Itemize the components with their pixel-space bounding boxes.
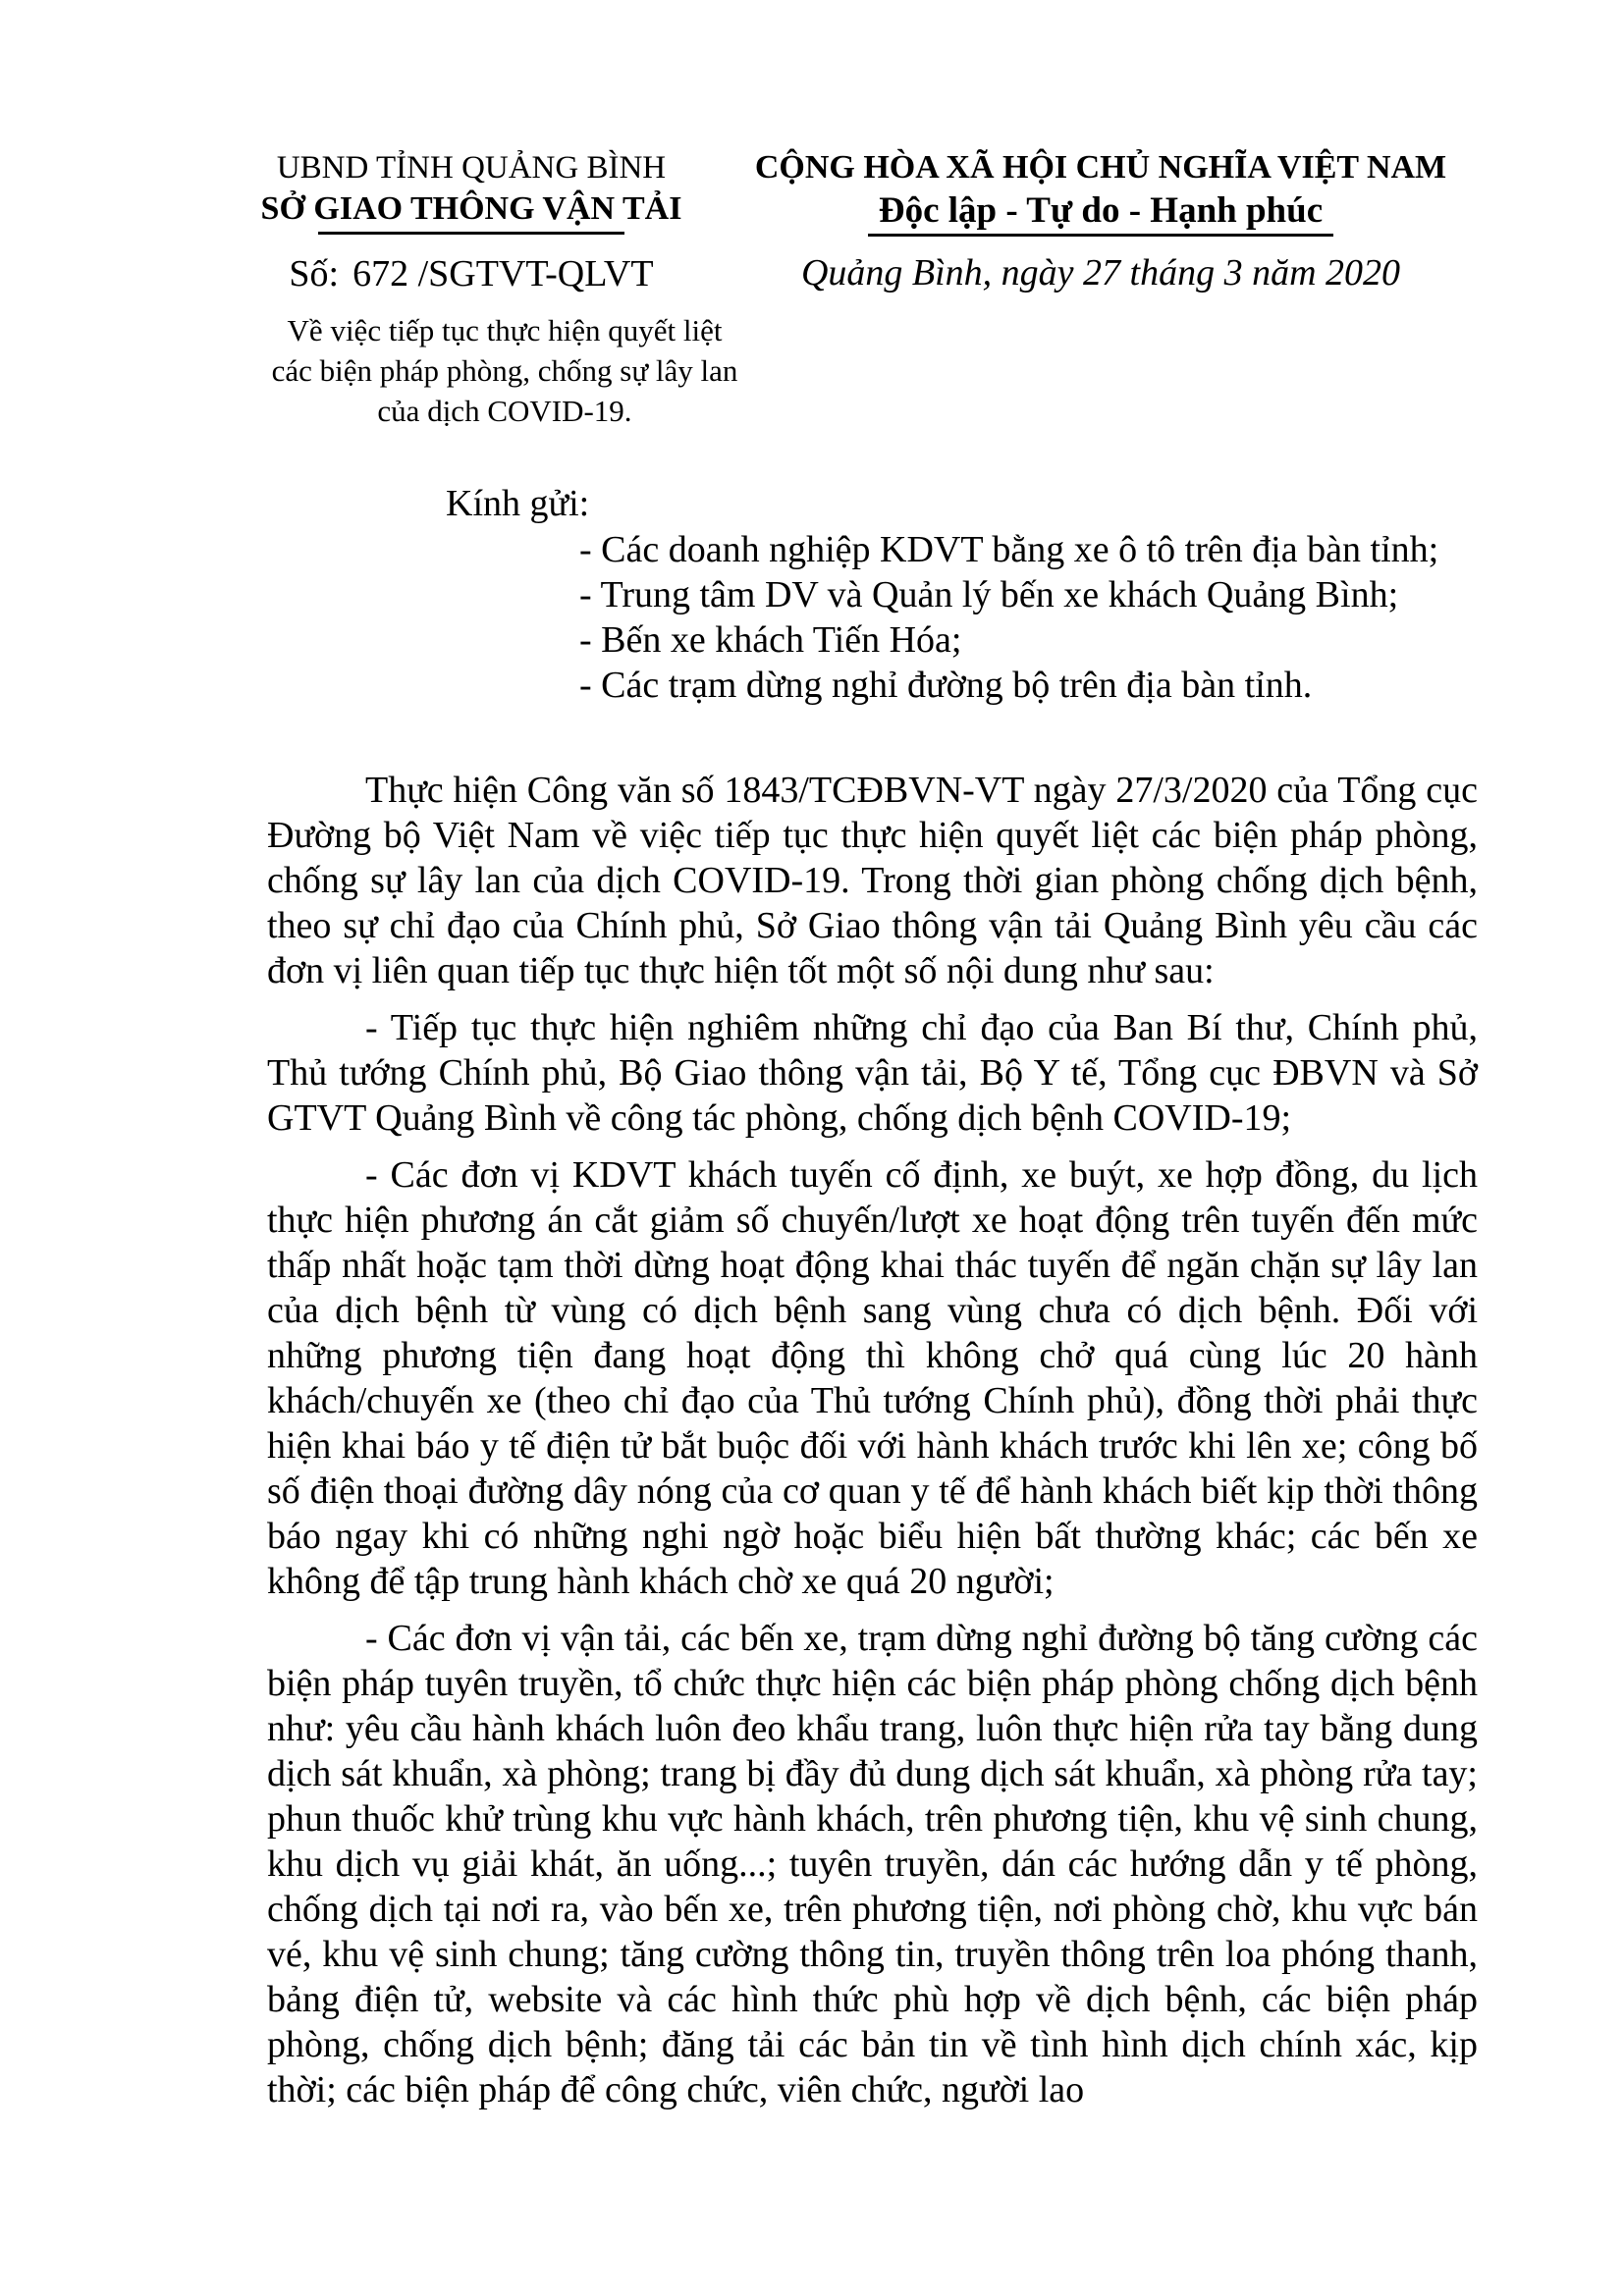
- recipients-list: [579, 527, 1438, 708]
- subject-line-1: Về việc tiếp tục thực hiện quyết liệt: [287, 313, 723, 347]
- document-number-value: 672 /SGTVT-QLVT: [352, 253, 654, 294]
- place-and-date: Quảng Bình, ngày 27 tháng 3 năm 2020: [800, 252, 1401, 294]
- document-number-label: Số:: [289, 253, 340, 294]
- subject-line-3: của dịch COVID-19.: [377, 394, 632, 428]
- body-paragraph: Thực hiện Công văn số 1843/TCĐBVN-VT ngày 27/3/2020 của Tổng cục Đường bộ Việt Nam về việc tiếp tục thực hiện quyết liệt các biện pháp phòng, chống sự lây lan của dịch COVID-19. Trong thời gian phòng chống dịch bệnh, theo sự chỉ đạo của Chính phủ, Sở Giao thông vận tải Quảng Bình yêu cầu các đơn vị liên quan tiếp tục thực hiện tốt một số nội dung như sau:: [267, 770, 1478, 991]
- document-body: [267, 768, 1478, 2124]
- issuing-org-block: [187, 147, 756, 295]
- body-paragraph: - Các đơn vị vận tải, các bến xe, trạm dừng nghỉ đường bộ tăng cường các biện pháp tuyên truyền, tổ chức thực hiện các biện pháp phòng chống dịch bệnh như: yêu cầu hành khách luôn đeo khẩu trang, luôn thực hiện rửa tay bằng dung dịch sát khuẩn, xà phòng; trang bị đầy đủ dung dịch sát khuẩn, xà phòng rửa tay; phun thuốc khử trùng khu vực hành khách, trên phương tiện, khu vệ sinh chung, khu dịch vụ giải khát, ăn uống...; tuyên truyền, dán các hướng dẫn y tế phòng, chống dịch tại nơi ra, vào bến xe, trên phương tiện, nơi phòng chờ, khu vực bán vé, khu vệ sinh chung; tăng cường thông tin, truyền thông trên loa phóng thanh, bảng điện tử, website và các hình thức phù hợp về dịch bệnh, các biện pháp phòng, chống dịch bệnh; đăng tải các bản tin về tình hình dịch chính xác, kịp thời; các biện pháp để công chức, viên chức, người lao: [267, 1618, 1478, 2110]
- body-paragraph: - Các đơn vị KDVT khách tuyến cố định, xe buýt, xe hợp đồng, du lịch thực hiện phương án cắt giảm số chuyến/lượt xe hoạt động trên tuyến đến mức thấp nhất hoặc tạm thời dừng hoạt động khai thác tuyến để ngăn chặn sự lây lan của dịch bệnh từ vùng có dịch bệnh sang vùng chưa có dịch bệnh. Đối với những phương tiện đang hoạt động thì không chở quá cùng lúc 20 hành khách/chuyến xe (theo chỉ đạo của Thủ tướng Chính phủ), đồng thời phải thực hiện khai báo y tế điện tử bắt buộc đối với hành khách trước khi lên xe; công bố số điện thoại đường dây nóng của cơ quan y tế để hành khách biết kịp thời thông báo ngay khi có những nghi ngờ hoặc biểu hiện bất thường khác; các bến xe không để tập trung hành khách chờ xe quá 20 người;: [267, 1154, 1478, 1602]
- parent-org-name: UBND TỈNH QUẢNG BÌNH: [276, 150, 667, 186]
- document-subject: [247, 310, 762, 431]
- recipient-item: - Trung tâm DV và Quản lý bến xe khách Quảng Bình;: [579, 574, 1399, 615]
- recipient-item: - Các doanh nghiệp KDVT bằng xe ô tô trên địa bàn tỉnh;: [579, 529, 1439, 570]
- recipient-item: - Các trạm dừng nghỉ đường bộ trên địa bàn tỉnh.: [579, 665, 1313, 706]
- body-paragraph: - Tiếp tục thực hiện nghiêm những chỉ đạo của Ban Bí thư, Chính phủ, Thủ tướng Chính phủ, Bộ Giao thông vận tải, Bộ Y tế, Tổng cục ĐBVN và Sở GTVT Quảng Bình về công tác phòng, chống dịch bệnh COVID-19;: [267, 1007, 1478, 1139]
- national-title: CỘNG HÒA XÃ HỘI CHỦ NGHĨA VIỆT NAM: [754, 149, 1447, 186]
- subject-line-2: các biện pháp phòng, chống sự lây lan: [271, 353, 738, 388]
- national-heading-block: [728, 147, 1474, 295]
- salutation: Kính gửi:: [446, 483, 590, 524]
- document-number-line: [187, 252, 756, 295]
- national-motto: Độc lập - Tự do - Hạnh phúc: [878, 190, 1324, 231]
- issuing-org-name: SỞ GIAO THÔNG VẬN TẢI: [260, 190, 682, 227]
- motto-underline: [868, 234, 1333, 237]
- recipient-item: - Bến xe khách Tiến Hóa;: [579, 619, 962, 661]
- org-name-underline: [318, 232, 624, 235]
